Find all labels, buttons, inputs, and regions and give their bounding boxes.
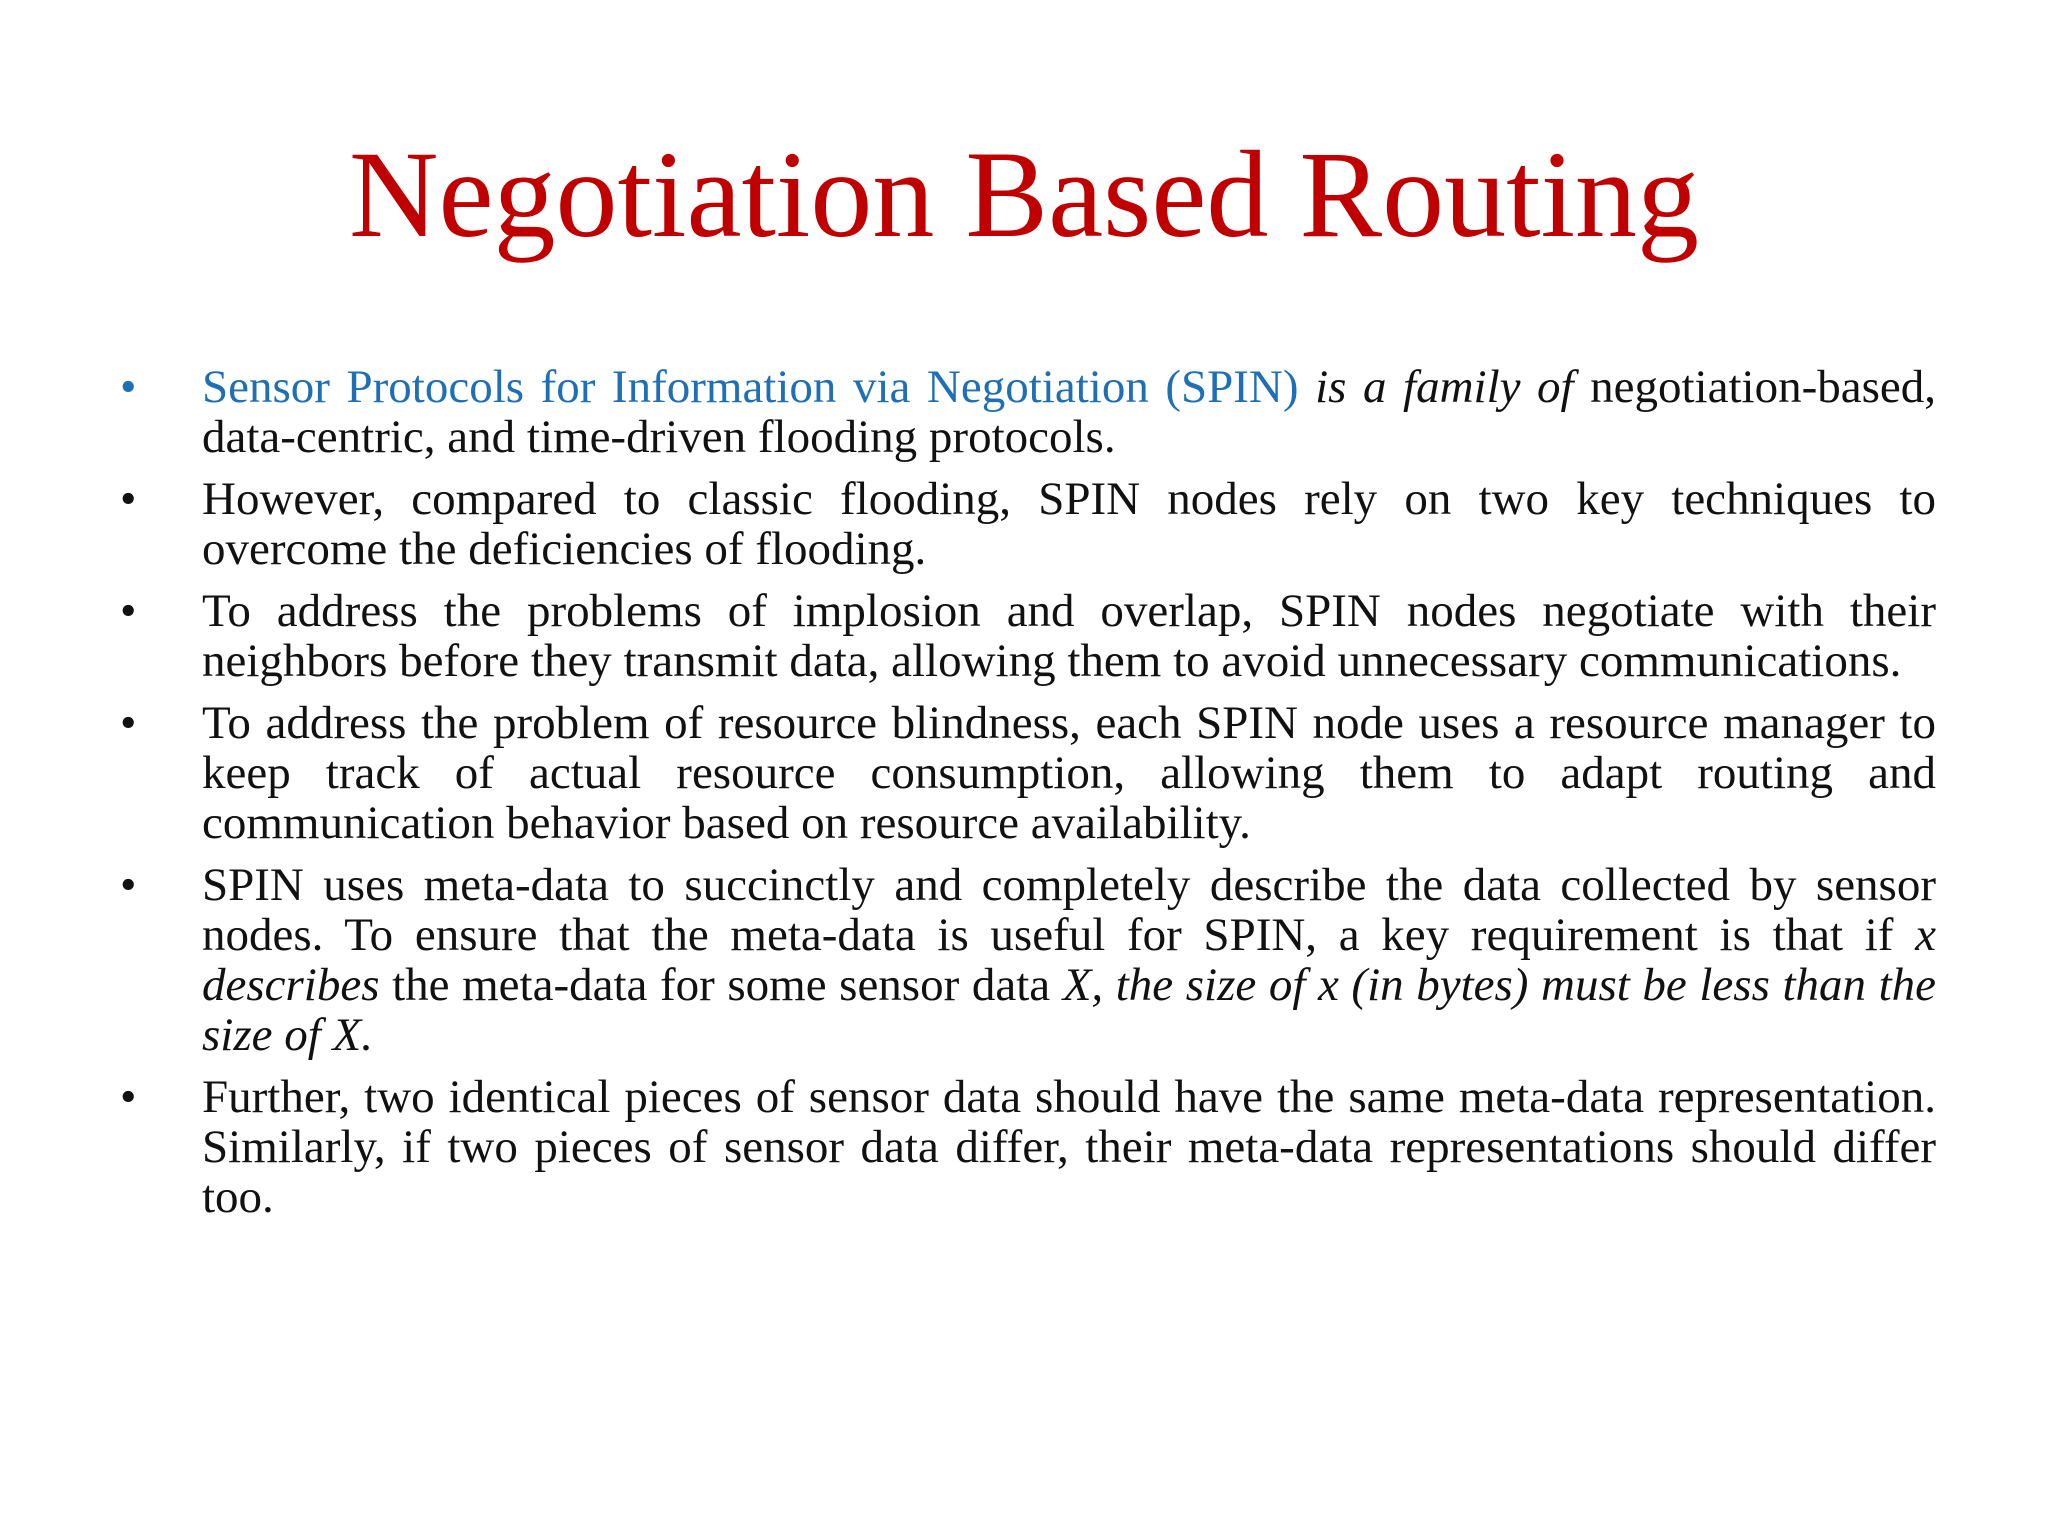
spin-term: Sensor Protocols for Information via Negotiation (SPIN): [202, 361, 1316, 413]
bullet-dot-icon: •: [120, 473, 137, 525]
bullet-text: To address the problems of implosion and overlap, SPIN nodes negotiate with their neighbors before they transmit data, allowing them to avoid unnecessary communications.: [202, 585, 1936, 687]
bullet-text-italic: is a family of: [1315, 361, 1591, 413]
bullet-item-meta-data: [120, 860, 1936, 1060]
bullet-item-spin-definition: [120, 362, 1936, 462]
bullet-dot-icon: •: [120, 361, 137, 413]
bullet-text: the meta-data for some sensor data: [392, 959, 1063, 1011]
bullet-item-resource-blindness: [120, 698, 1936, 848]
bullet-item-key-techniques: [120, 474, 1936, 574]
bullet-text-italic: X, the size of x (in bytes) must be less than the size of X.: [202, 959, 1937, 1061]
slide-title: Negotiation Based Routing: [348, 126, 1700, 263]
bullet-dot-icon: •: [120, 859, 137, 911]
bullet-dot-icon: •: [120, 1071, 137, 1123]
bullet-text: However, compared to classic flooding, SPIN nodes rely on two key techniques to overcome the deficiencies of flooding.: [202, 473, 1936, 575]
bullet-list: [120, 362, 1936, 1234]
bullet-text: SPIN uses meta-data to succinctly and completely describe the data collected by sensor nodes. To ensure that the meta-data is useful for SPIN, a key requirement is that if: [202, 859, 1936, 961]
bullet-text: Further, two identical pieces of sensor data should have the same meta-data representation. Similarly, if two pieces of sensor data differ, their meta-data representations should differ too.: [202, 1071, 1936, 1223]
bullet-item-implosion-overlap: [120, 586, 1936, 686]
bullet-dot-icon: •: [120, 585, 137, 637]
bullet-item-identical-data: [120, 1072, 1936, 1222]
bullet-text-italic: x describes: [202, 909, 1936, 1011]
bullet-text: negotiation-based, data-centric, and time-driven flooding protocols.: [202, 361, 1937, 463]
bullet-text: To address the problem of resource blindness, each SPIN node uses a resource manager to keep track of actual resource consumption, allowing them to adapt routing and communication behavior based on resource availability.: [202, 697, 1936, 849]
bullet-dot-icon: •: [120, 697, 137, 749]
